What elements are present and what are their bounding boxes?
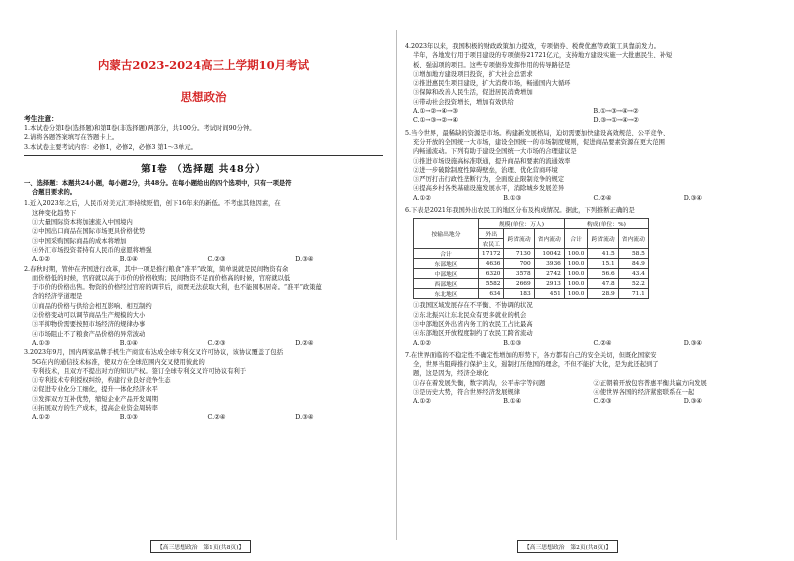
option-c[interactable]: C.②③ xyxy=(207,256,226,264)
answer-options xyxy=(405,397,774,406)
question-1 xyxy=(24,199,383,264)
table-cell: 634 xyxy=(479,289,504,299)
table-header-worker: 农民工 xyxy=(479,239,504,249)
table-cell: 东北地区 xyxy=(414,289,479,299)
table-header-composition: 构成(单位：%) xyxy=(564,219,648,229)
table-header-cross: 跨省流动 xyxy=(588,229,618,249)
option-b[interactable]: B.①④ xyxy=(119,256,138,264)
question-stem: 含的经济学道理是 xyxy=(32,293,83,301)
table-cell: 6320 xyxy=(479,269,504,279)
choice-item: ④使世界各国的经济紧密联系在一起 xyxy=(593,389,695,397)
choice-item: ①大量国际资本将加速流入中国境内 xyxy=(32,219,133,227)
choice-item: ③平抑物价需要按照市场经济的规律办事 xyxy=(32,321,146,329)
question-7 xyxy=(405,351,774,407)
choice-item: ②推进惠民生项目建设，扩大消费市场，畅通国内大循环 xyxy=(413,80,571,88)
question-stem: 专利技术，且双方不提出对方的知识产权。签订全球专利交叉许可协议有利于 xyxy=(32,367,247,375)
table-cell: 43.4 xyxy=(618,269,648,279)
table-cell: 451 xyxy=(534,289,564,299)
migrant-worker-table xyxy=(413,218,649,299)
choice-item: ③严厉打击行政性垄断行为，全面废止限制竞争的规定 xyxy=(413,176,565,184)
option-a[interactable]: A.①② xyxy=(413,398,431,406)
option-b[interactable]: B.①③ xyxy=(503,339,522,347)
table-header-within: 省内流动 xyxy=(618,229,648,249)
table-cell: 7130 xyxy=(504,249,534,259)
table-cell: 中部地区 xyxy=(414,269,479,279)
notice-item: 2.请将各题答案填写在答题卡上。 xyxy=(24,134,119,142)
question-2 xyxy=(24,265,383,349)
table-cell: 15.1 xyxy=(588,259,618,269)
notice-list xyxy=(24,124,383,152)
page-footer: 【高三思想政治 第2页(共8页)】 xyxy=(517,540,618,553)
option-d[interactable]: D.③④ xyxy=(683,339,702,347)
option-c[interactable]: C.①→③→②→④ xyxy=(413,117,459,125)
table-cell: 41.5 xyxy=(588,249,618,259)
table-cell: 56.6 xyxy=(588,269,618,279)
table-cell: 2669 xyxy=(504,279,534,289)
choice-items-row xyxy=(405,388,774,397)
question-stem: 这种变化趋势下 xyxy=(32,209,77,217)
table-cell: 2742 xyxy=(534,269,564,279)
table-row xyxy=(414,269,649,279)
choice-item: ③保障和改善人民生活，促进居民消费增加 xyxy=(413,89,533,97)
choice-item: ④东部地区开放程度制约了农民工跨省流动 xyxy=(413,330,533,338)
question-4 xyxy=(405,42,774,126)
choice-item: ③发挥双方互补优势，缩短企业产品开发周期 xyxy=(32,395,158,403)
question-3 xyxy=(24,348,383,422)
table-cell: 700 xyxy=(504,259,534,269)
table-cell: 100.0 xyxy=(564,259,588,269)
choice-item: ④拓展双方的生产成本，提高企业资金周转率 xyxy=(32,405,158,413)
notice-heading: 考生注意： xyxy=(24,115,58,123)
answer-options xyxy=(405,194,774,203)
section-title: 第Ⅰ卷 （选择题 共48分） xyxy=(141,163,266,175)
answer-options xyxy=(405,116,774,125)
table-cell: 东部地区 xyxy=(414,259,479,269)
choice-item: ①存在着发展失衡，数字鸿沟，公平赤字等问题 xyxy=(413,379,546,387)
table-cell: 3936 xyxy=(534,259,564,269)
table-cell: 5582 xyxy=(479,279,504,289)
choice-item: ①增加地方建设项目投资，扩大社会总需求 xyxy=(413,70,533,78)
option-b[interactable]: B.①③ xyxy=(119,414,138,422)
table-cell: 71.1 xyxy=(618,289,648,299)
notice-item: 3.本试卷主要考试内容：必修1，必修2，必修3 第1～3单元。 xyxy=(24,143,197,151)
instructions-line: 合题目要求的。 xyxy=(32,189,77,197)
question-6 xyxy=(405,206,774,348)
question-stem: 1.近入2023年之后，人民币对美元汇率持续贬值，创下16年来的新低。不考虑其他因素，在 xyxy=(24,200,281,208)
table-cell: 58.5 xyxy=(618,249,648,259)
option-c[interactable]: C.②④ xyxy=(593,339,612,347)
exam-subject: 思想政治 xyxy=(180,90,227,104)
choice-item: ②价格变动可以调节商品生产规模的大小 xyxy=(32,312,146,320)
question-stem: 全，世界当阻碍推行保护主义，遏制打压他国的理念，不但不能扩大化，是为此还起到了 xyxy=(413,361,659,369)
question-stem: 6.下表是2021年我国外出农民工的地区分布及构成情况。据此，下列推断正确的是 xyxy=(405,207,635,215)
choice-item: ②正朝着开放包容普惠平衡共赢方向发展 xyxy=(593,379,707,387)
option-a[interactable]: A.①③ xyxy=(32,339,50,347)
question-stem: 板、强弱项的项目。这些专项债券发挥作用的传导路径是 xyxy=(413,61,571,69)
table-header-total: 合计 xyxy=(564,229,588,249)
table-cell: 28.9 xyxy=(588,289,618,299)
choice-item: ④市场阻止不了粮食产品价格的异常波动 xyxy=(32,330,146,338)
choice-item: ③是历史大势，符合世界经济发展规律 xyxy=(413,389,521,397)
exam-title: 内蒙古2023-2024高三上学期10月考试 xyxy=(97,58,310,72)
answer-options xyxy=(24,255,383,264)
choice-item: ②东北振兴让东北民众有更多就业的机会 xyxy=(413,311,527,319)
table-cell: 合计 xyxy=(414,249,479,259)
choice-item: ④外汇市场投资者持有人民币的意愿将增强 xyxy=(32,246,152,254)
question-stem: 7.在世界面临的不稳定性不确定性增加的形势下，各方都有自己的安全关切，但既化国家安 xyxy=(405,351,657,359)
option-b[interactable]: B.①④ xyxy=(119,339,138,347)
table-cell: 100.0 xyxy=(564,289,588,299)
choice-item: ④提高乡村各类基础设施发展水平，消除城乡发展差异 xyxy=(413,185,565,193)
question-stem: 而价格低的时候，官府就以高于市价的价格收购；民间物资不足而价格高的时候，官府就以低 xyxy=(32,274,291,282)
question-stem: 题，这是因为，经济全球化 xyxy=(413,370,489,378)
table-header-scale: 规模(单位：万人) xyxy=(479,219,565,229)
option-c[interactable]: C.②③ xyxy=(593,398,612,406)
table-row xyxy=(414,259,649,269)
page-footer: 【高三思想政治 第1页(共8页)】 xyxy=(150,540,251,553)
table-row xyxy=(414,289,649,299)
table-cell: 100.0 xyxy=(564,269,588,279)
choice-items-row xyxy=(405,379,774,388)
question-stem: 3.2023年9月，国内两家品牌手机生产商宣布达成全球专利交叉许可协议，该协议覆盖了包括 xyxy=(24,349,284,357)
instructions-line: 一、选择题：本题共24小题，每小题2分，共48分。在每小题给出的四个选项中，只有一项是符 xyxy=(24,179,292,187)
choice-item: ②促进专业化分工细化，提升一体化经济水平 xyxy=(32,386,158,394)
choice-item: ①我国区域发展存在不平衡、不协调的状况 xyxy=(413,302,533,310)
question-stem: 充分开放的全国统一大市场，建设全国统一的市场制度规则，促进商品要素资源在更大范围 xyxy=(413,138,665,146)
option-d[interactable]: D.③④ xyxy=(683,194,702,202)
choice-item: ③中部地区外出省内务工的农民工占比最高 xyxy=(413,320,533,328)
option-a[interactable]: A.①② xyxy=(413,194,431,202)
table-cell: 84.9 xyxy=(618,259,648,269)
question-stem: 4.2023年以来，我国积极的财政政策加力提效，专项债券、税费优惠等政策工具靠前发力。 xyxy=(405,43,661,50)
option-d[interactable]: D.③④ xyxy=(295,414,314,422)
question-stem: 半年，各地发行用于项目建设的专项债券21721亿元，支持地方建设实施一大批惠民生、补短 xyxy=(413,52,673,60)
choice-item: ②进一步破除制度性障碍壁垒，治理、优化营商环境 xyxy=(413,166,558,174)
table-row xyxy=(414,249,649,259)
table-header-region: 按输出地分 xyxy=(414,219,479,249)
table-cell: 52.2 xyxy=(618,279,648,289)
page-2 xyxy=(397,0,794,561)
answer-options xyxy=(24,413,383,422)
option-d[interactable]: D.③④ xyxy=(295,256,314,264)
table-cell: 4636 xyxy=(479,259,504,269)
table-cell: 17172 xyxy=(479,249,504,259)
question-stem: 5G在内的通信技术标准，使双方在全球范围内交叉使用彼此的 xyxy=(32,358,205,366)
notice-item: 1.本试卷分第Ⅰ卷(选择题)和第Ⅱ卷(非选择题)两部分，共100分。考试时间90分钟。 xyxy=(24,125,256,132)
table-cell: 183 xyxy=(504,289,534,299)
option-b[interactable]: B.①→③→④→② xyxy=(593,108,639,116)
option-c[interactable]: C.②③ xyxy=(207,339,226,347)
table-header-cross: 跨省流动 xyxy=(504,229,534,249)
choice-item: ①商品的价格与供给会相互影响、相互制约 xyxy=(32,302,152,310)
option-c[interactable]: C.②④ xyxy=(593,194,612,202)
choice-item: ②中国出口商品在国际市场更具价格优势 xyxy=(32,228,146,236)
table-header-out: 外出 xyxy=(479,229,504,239)
answer-options xyxy=(405,339,774,348)
table-cell: 100.0 xyxy=(564,249,588,259)
question-stem: 于市价的价格出售。物资的价格经过官府的调节后，商贾无法获取大利，也不能囤积居奇。“准平”政策蕴 xyxy=(32,284,322,292)
option-d[interactable]: D.③→①→④→② xyxy=(593,117,639,125)
option-b[interactable]: B.①④ xyxy=(503,398,522,406)
option-d[interactable]: D.③④ xyxy=(683,398,702,406)
table-cell: 10042 xyxy=(534,249,564,259)
divider-rule xyxy=(24,155,383,156)
choice-item: ③中国采购国际商品的成本将增加 xyxy=(32,237,127,245)
choice-item: ①推进市场设施高标准联通，提升商品和要素的流通效率 xyxy=(413,157,571,165)
table-cell: 3578 xyxy=(504,269,534,279)
question-5 xyxy=(405,129,774,203)
option-d[interactable]: D.②④ xyxy=(295,339,314,347)
table-cell: 2913 xyxy=(534,279,564,289)
table-cell: 47.8 xyxy=(588,279,618,289)
table-row xyxy=(414,279,649,289)
answer-options xyxy=(405,107,774,116)
choice-item: ①专利技术专利授权纠纷，构建行业良好竞争生态 xyxy=(32,377,171,385)
option-a[interactable]: A.①② xyxy=(32,256,50,264)
question-stem: 2.春秋时期，管仲在齐国进行改革，其中一项是推行粮食“准平”政策，简单说就是民间物资有余 xyxy=(24,265,289,273)
option-a[interactable]: A.①② xyxy=(32,414,50,422)
choice-item: ④带动社会投资增长，增加有效供给 xyxy=(413,98,514,106)
table-header-within: 省内流动 xyxy=(534,229,564,249)
option-a[interactable]: A.①② xyxy=(413,339,431,347)
option-c[interactable]: C.②④ xyxy=(207,414,226,422)
question-stem: 5.当今世界，最稀缺的资源是市场。构建新发展格局，迫切需要加快建设高效规范、公平竞争、 xyxy=(405,129,670,137)
table-cell: 西部地区 xyxy=(414,279,479,289)
question-stem: 内畅通流动。下列有助于建设全国统一大市场的合理建议是 xyxy=(413,148,577,156)
option-b[interactable]: B.①③ xyxy=(503,194,522,202)
option-a[interactable]: A.①→②→④→③ xyxy=(413,108,458,116)
answer-options xyxy=(24,339,383,348)
table-cell: 100.0 xyxy=(564,279,588,289)
